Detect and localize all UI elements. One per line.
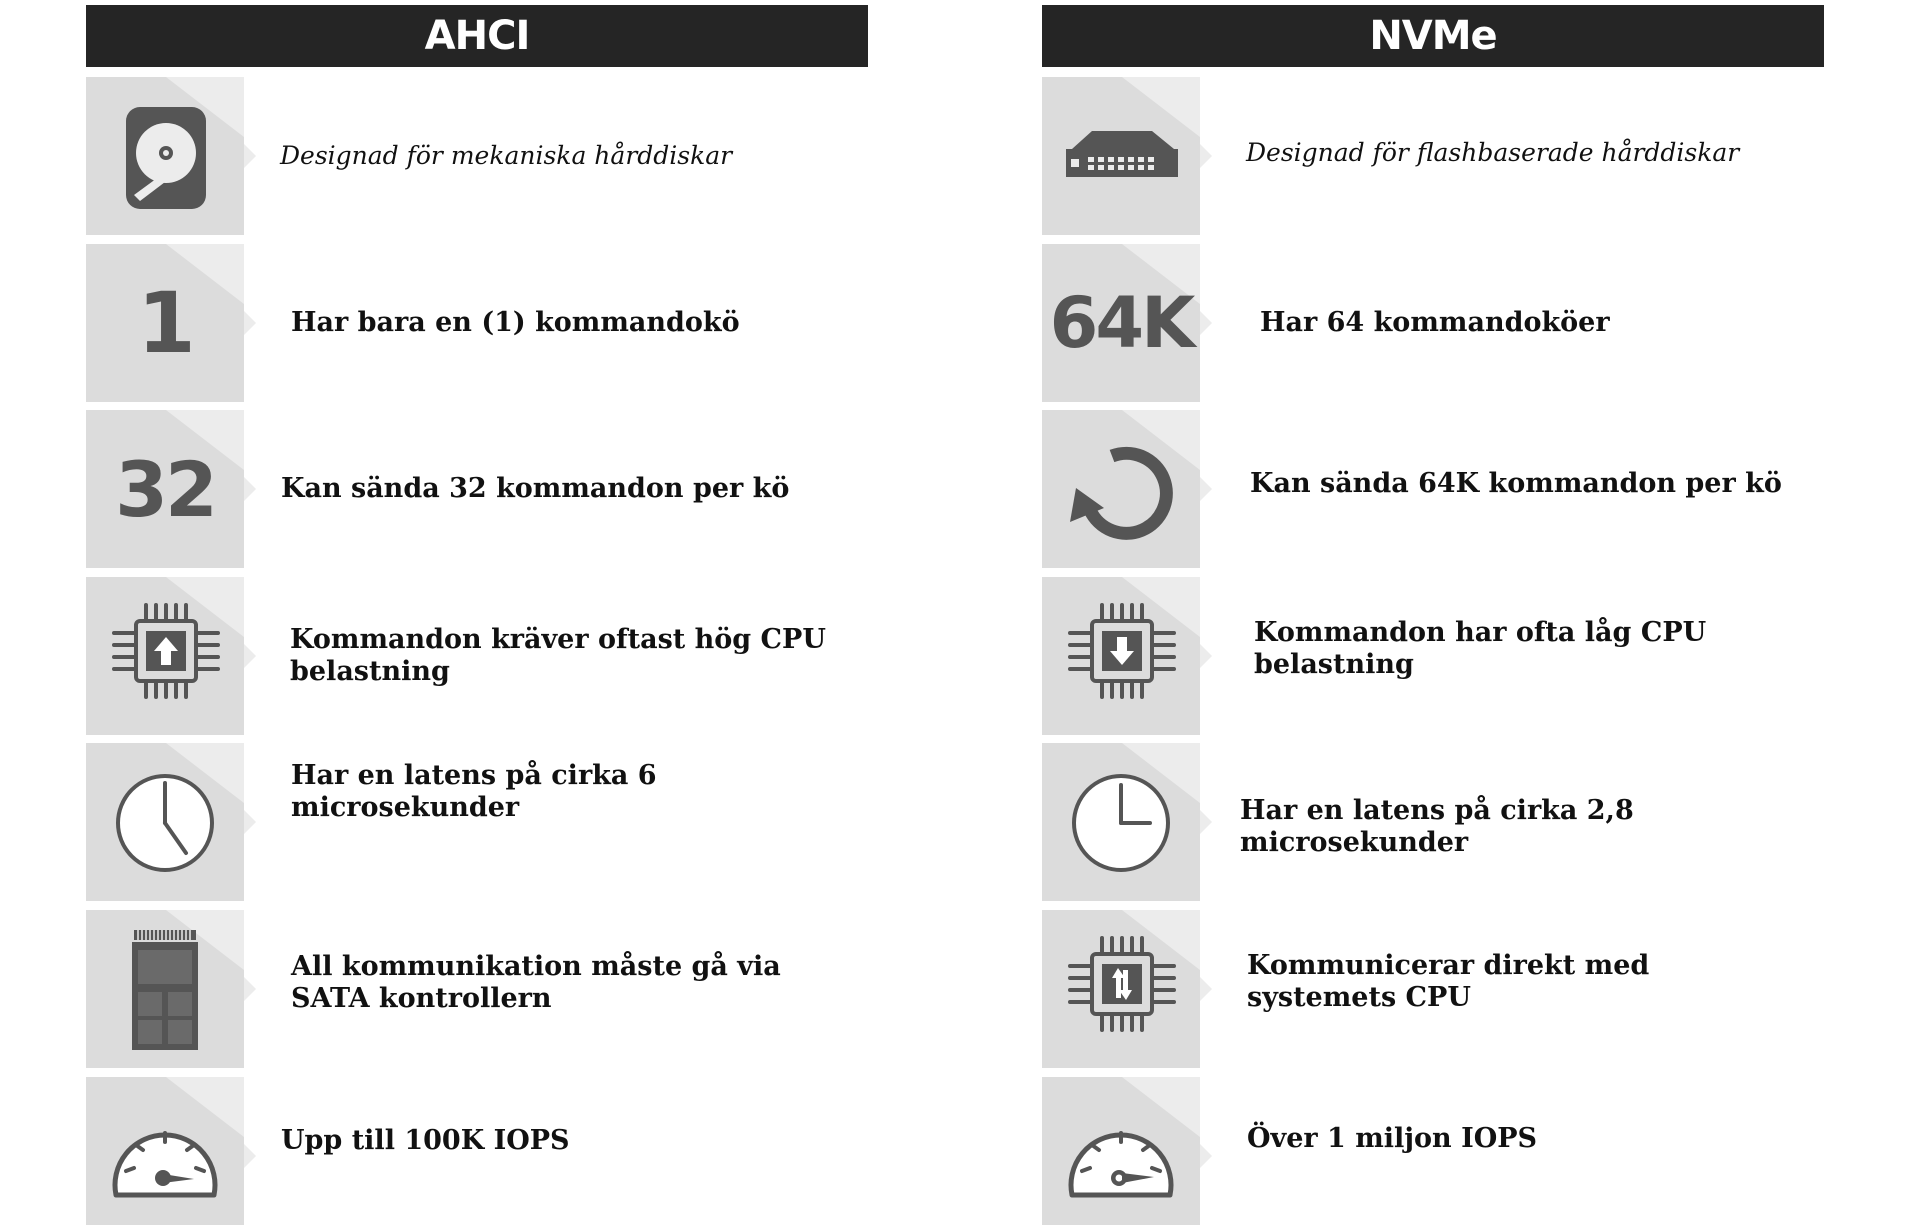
- tile: [86, 743, 244, 901]
- tile: [86, 577, 244, 735]
- tile: [1042, 910, 1200, 1068]
- nvme-row-queues: [1042, 244, 1824, 402]
- nvme-row-cpu: [1042, 577, 1824, 735]
- ahci-row-iops: [86, 1077, 868, 1225]
- ahci-latency-text: Har en latens på cirka 6 microsekunder: [291, 760, 657, 823]
- refresh-icon: [1042, 410, 1200, 568]
- tile: [1042, 77, 1200, 235]
- cpu-up-icon: [86, 577, 244, 735]
- ahci-cpu-text: Kommandon kräver oftast hög CPU belastning: [290, 624, 826, 687]
- ahci-row-design: [86, 77, 868, 235]
- nvme-iops-text: Över 1 miljon IOPS: [1247, 1123, 1538, 1154]
- nvme-communication-text: Kommunicerar direkt med systemets CPU: [1247, 950, 1650, 1013]
- nvme-column: [1042, 5, 1824, 1154]
- ahci-row-cpu: [86, 577, 868, 735]
- number-icon: 1: [137, 274, 193, 372]
- ahci-header: AHCI: [86, 5, 868, 67]
- speedometer-icon: [86, 1077, 244, 1225]
- tile: [86, 244, 244, 402]
- nvme-row-latency: [1042, 743, 1824, 901]
- clock-icon: [86, 743, 244, 901]
- ahci-commands-text: Kan sända 32 kommandon per kö: [281, 473, 790, 504]
- ahci-row-commands: [86, 410, 868, 568]
- tile: [1042, 1077, 1200, 1225]
- number-icon: 32: [115, 444, 215, 534]
- number-icon: 64K: [1049, 282, 1193, 364]
- nvme-row-commands: [1042, 410, 1824, 568]
- clock-icon: [1042, 743, 1200, 901]
- tile: [1042, 410, 1200, 568]
- nvme-row-design: [1042, 77, 1824, 235]
- ahci-design-text: Designad för mekaniska hårddiskar: [280, 141, 733, 170]
- ahci-queues-text: Har bara en (1) kommandokö: [291, 307, 740, 338]
- ahci-row-queues: [86, 244, 868, 402]
- nvme-commands-text: Kan sända 64K kommandon per kö: [1250, 468, 1782, 499]
- nvme-latency-text: Har en latens på cirka 2,8 microsekunder: [1240, 795, 1634, 858]
- tile: [1042, 577, 1200, 735]
- hard-disk-icon: [86, 77, 244, 235]
- nvme-row-iops: [1042, 1077, 1824, 1225]
- tile: [86, 1077, 244, 1225]
- ahci-communication-text: All kommunikation måste gå via SATA kontrollern: [291, 951, 781, 1014]
- cpu-down-icon: [1042, 577, 1200, 735]
- ahci-column: [86, 5, 868, 1156]
- nvme-cpu-text: Kommandon har ofta låg CPU belastning: [1254, 617, 1707, 680]
- nvme-queues-text: Har 64 kommandoköer: [1260, 307, 1610, 338]
- nvme-header: NVMe: [1042, 5, 1824, 67]
- tile: [86, 77, 244, 235]
- tile: [86, 910, 244, 1068]
- ahci-row-communication: [86, 910, 868, 1068]
- nvme-design-text: Designad för flashbaserade hårddiskar: [1246, 138, 1740, 167]
- ahci-row-latency: [86, 743, 868, 901]
- cpu-bidirectional-icon: [1042, 910, 1200, 1068]
- tile: [1042, 244, 1200, 402]
- ahci-iops-text: Upp till 100K IOPS: [281, 1125, 570, 1156]
- tile: [86, 410, 244, 568]
- tile: [1042, 743, 1200, 901]
- ssd-drive-icon: [1042, 77, 1200, 235]
- nvme-row-communication: [1042, 910, 1824, 1068]
- sata-card-icon: [86, 910, 244, 1068]
- speedometer-icon: [1042, 1077, 1200, 1225]
